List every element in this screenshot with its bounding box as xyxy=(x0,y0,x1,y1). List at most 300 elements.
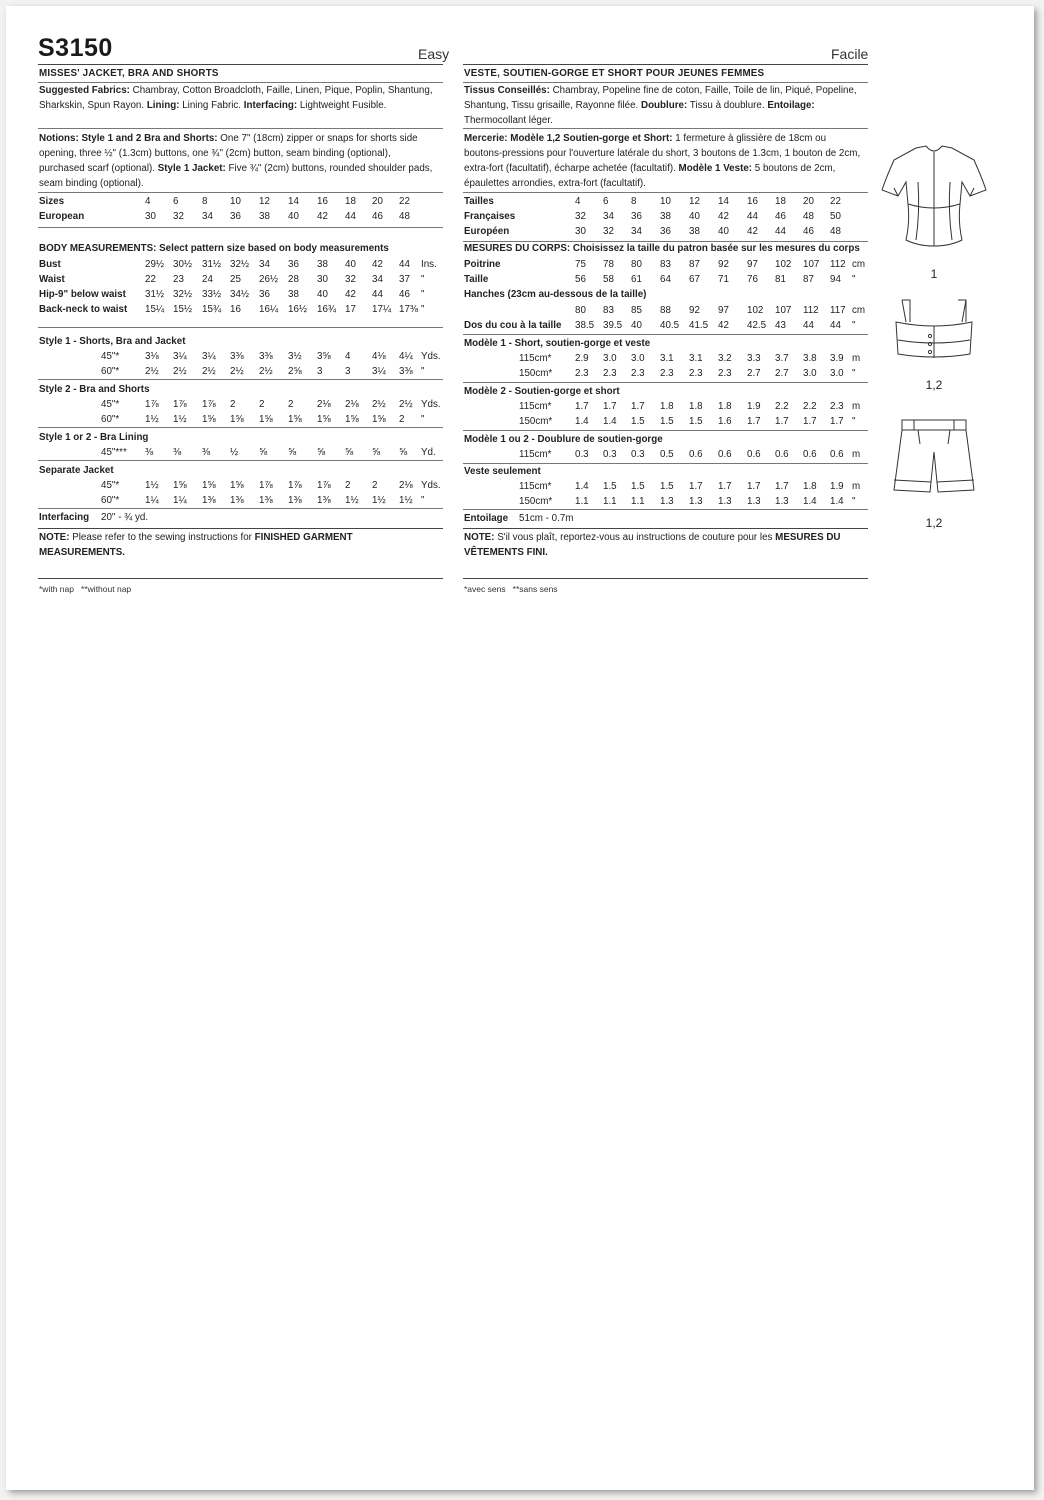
body-measurement-row xyxy=(39,287,444,302)
cell-value: 2.3 xyxy=(575,368,589,379)
row-label: 60"* xyxy=(101,495,120,506)
row-label: Entoilage xyxy=(464,513,509,524)
cell-value: 32 xyxy=(345,274,356,285)
body-measurement-row xyxy=(464,272,869,287)
row-label: Hip-9" below waist xyxy=(39,289,126,300)
cell-value: 17¼ xyxy=(372,304,392,315)
difficulty-level-en: Easy xyxy=(418,46,450,62)
difficulty-level-fr: Facile xyxy=(831,46,869,62)
unit-label: " xyxy=(421,274,425,285)
row-label: Back-neck to waist xyxy=(39,304,128,315)
cell-value: 6 xyxy=(173,196,179,207)
note-label: NOTE: xyxy=(464,532,495,543)
cell-value: 48 xyxy=(830,226,841,237)
row-label: Waist xyxy=(39,274,65,285)
body-measurement-row xyxy=(464,303,869,318)
cell-value: 112 xyxy=(803,305,819,316)
cell-value: 2 xyxy=(259,399,265,410)
cell-value: 2.3 xyxy=(660,368,674,379)
jacket-illustration xyxy=(874,142,994,281)
row-label: Taille xyxy=(464,274,489,285)
cell-value: 3.9 xyxy=(830,353,844,364)
cell-value: 3½ xyxy=(288,351,302,362)
cell-value: 92 xyxy=(689,305,700,316)
row-label: 150cm* xyxy=(519,368,553,379)
lining-heading: Modèle 1 ou 2 - Doublure de soutien-gorge xyxy=(464,434,663,445)
cell-value: 36 xyxy=(288,259,299,270)
cell-value: 40 xyxy=(631,320,642,331)
cell-value: 3.1 xyxy=(689,353,703,364)
cell-value: 17⅜ xyxy=(399,304,419,315)
cell-value: 2 xyxy=(230,399,236,410)
cell-value: 0.6 xyxy=(775,449,789,460)
cell-value: 2.3 xyxy=(603,368,617,379)
cell-value: 117 xyxy=(830,305,846,316)
cell-value: 42 xyxy=(718,320,729,331)
body-measurement-row xyxy=(39,272,444,287)
cell-value: ⅝ xyxy=(345,447,354,458)
cell-value: 48 xyxy=(803,211,814,222)
unit-label: m xyxy=(852,481,861,492)
cell-value: 1⅝ xyxy=(372,414,386,425)
yardage-row xyxy=(464,447,869,462)
cell-value: 15½ xyxy=(173,304,193,315)
cell-value: 32 xyxy=(603,226,614,237)
cell-value: 1½ xyxy=(173,414,187,425)
lining-label: Lining: xyxy=(146,100,180,111)
cell-value: 34 xyxy=(603,211,614,222)
yardage-row xyxy=(39,478,444,493)
french-title: VESTE, SOUTIEN-GORGE ET SHORT POUR JEUNES FEMMES xyxy=(464,68,765,79)
cell-value: 18 xyxy=(345,196,356,207)
cell-value: 10 xyxy=(660,196,671,207)
pattern-envelope-back xyxy=(6,6,1034,1490)
cell-value: 2⅛ xyxy=(399,480,413,491)
cell-value: 1.8 xyxy=(803,481,817,492)
cell-value: 6 xyxy=(603,196,609,207)
cell-value: ⅝ xyxy=(317,447,326,458)
cell-value: 40 xyxy=(288,211,299,222)
row-label: 115cm* xyxy=(519,481,552,492)
row-label: Poitrine xyxy=(464,259,501,270)
cell-value: 3¼ xyxy=(202,351,216,362)
cell-value: 3.0 xyxy=(830,368,844,379)
divider xyxy=(38,192,443,193)
cell-value: 41.5 xyxy=(689,320,709,331)
cell-value: 75 xyxy=(575,259,586,270)
cell-value: 102 xyxy=(747,305,764,316)
european-sizes-row xyxy=(39,209,444,224)
cell-value: 1.7 xyxy=(631,401,645,412)
cell-value: 67 xyxy=(689,274,700,285)
cell-value: 42 xyxy=(747,226,758,237)
unit-label: " xyxy=(421,304,425,315)
cell-value: 2.3 xyxy=(689,368,703,379)
english-title: MISSES' JACKET, BRA AND SHORTS xyxy=(39,68,219,79)
cell-value: 44 xyxy=(399,259,410,270)
cell-value: 1.3 xyxy=(718,496,732,507)
header-rule-fr xyxy=(463,64,868,65)
interfacing-text: Lightweight Fusible. xyxy=(297,100,387,111)
cell-value: 2⅝ xyxy=(288,366,302,377)
unit-label: m xyxy=(852,401,861,412)
divider xyxy=(38,528,443,529)
cell-value: 1.7 xyxy=(718,481,732,492)
cell-value: 1.9 xyxy=(830,481,844,492)
cell-value: 1⅞ xyxy=(202,399,216,410)
unit-label: " xyxy=(421,289,425,300)
jacket-notions-text: Five ¾" (2cm) buttons, rounded shoulder pads, seam binding (optional). xyxy=(39,163,433,189)
cell-value: 34 xyxy=(202,211,213,222)
row-label: Bust xyxy=(39,259,61,270)
sizes-row xyxy=(464,194,869,209)
french-note xyxy=(464,530,864,560)
cell-value: 1½ xyxy=(145,480,159,491)
row-label: 45"* xyxy=(101,399,120,410)
style2-heading: Style 2 - Bra and Shorts xyxy=(39,384,150,395)
cell-value: 3⅜ xyxy=(399,366,413,377)
cell-value: 20 xyxy=(372,196,383,207)
cell-value: 88 xyxy=(660,305,671,316)
cell-value: 1.4 xyxy=(803,496,817,507)
header-rule-en xyxy=(38,64,443,65)
style1-heading: Style 1 - Shorts, Bra and Jacket xyxy=(39,336,186,347)
cell-value: 43 xyxy=(775,320,786,331)
fabrics-text: Chambray, Cotton Broadcloth, Faille, Linen, Pique, Poplin, Shantung, Sharkskin, Spun Rayon. xyxy=(39,85,433,111)
divider xyxy=(38,128,443,129)
cell-value: 1.9 xyxy=(747,401,761,412)
cell-value: 2.3 xyxy=(830,401,844,412)
cell-value: 2½ xyxy=(173,366,187,377)
cell-value: 33½ xyxy=(202,289,222,300)
cell-value: 36 xyxy=(230,211,241,222)
notions-label: Notions: Style 1 and 2 Bra and Shorts: xyxy=(39,133,218,144)
row-label: 115cm* xyxy=(519,401,552,412)
cell-value: 1⅜ xyxy=(230,495,244,506)
cell-value: 1.7 xyxy=(775,416,789,427)
yardage-row xyxy=(39,445,444,460)
cell-value: 1.4 xyxy=(575,416,589,427)
jacket-caption: 1 xyxy=(930,267,938,281)
cell-value: 1⅝ xyxy=(202,480,216,491)
cell-value: 2⅛ xyxy=(345,399,359,410)
style2-heading: Modèle 2 - Soutien-gorge et short xyxy=(464,386,620,397)
unit-label: " xyxy=(852,274,856,285)
cell-value: 20 xyxy=(803,196,814,207)
cell-value: 76 xyxy=(747,274,758,285)
cell-value: 16 xyxy=(747,196,758,207)
cell-value: 87 xyxy=(689,259,700,270)
cell-value: 1.8 xyxy=(689,401,703,412)
row-label: 150cm* xyxy=(519,416,553,427)
cell-value: 3⅝ xyxy=(317,351,331,362)
row-label: 45"*** xyxy=(101,447,127,458)
cell-value: 2 xyxy=(372,480,378,491)
jacket-notions-text: 5 boutons de 2cm, épaulettes arrondies, extra-fort (facultatif). xyxy=(464,163,836,189)
row-label: 60"* xyxy=(101,414,120,425)
cell-value: 29½ xyxy=(145,259,165,270)
cell-value: 15¼ xyxy=(145,304,165,315)
cell-value: 16 xyxy=(230,304,241,315)
cell-value: 3⅜ xyxy=(230,351,244,362)
unit-label: m xyxy=(852,353,861,364)
cell-value: 42 xyxy=(345,289,356,300)
cell-value: 40 xyxy=(718,226,729,237)
cell-value: 1.5 xyxy=(689,416,703,427)
cell-value: 1.3 xyxy=(689,496,703,507)
divider xyxy=(463,509,868,510)
divider xyxy=(38,460,443,461)
divider xyxy=(38,327,443,328)
cell-value: 85 xyxy=(631,305,642,316)
cell-value: 36 xyxy=(631,211,642,222)
unit-label: " xyxy=(421,366,425,377)
cell-value: 112 xyxy=(830,259,846,270)
cell-value: 42 xyxy=(317,211,328,222)
cell-value: 0.3 xyxy=(575,449,589,460)
cell-value: 16¾ xyxy=(317,304,337,315)
cell-value: 1⅝ xyxy=(345,414,359,425)
cell-value: 2.2 xyxy=(775,401,789,412)
cell-value: 1.7 xyxy=(747,481,761,492)
cell-value: 42 xyxy=(718,211,729,222)
cell-value: 1½ xyxy=(345,495,359,506)
cell-value: 64 xyxy=(660,274,671,285)
cell-value: 32 xyxy=(173,211,184,222)
cell-value: 38 xyxy=(288,289,299,300)
row-label: Françaises xyxy=(464,211,516,222)
cell-value: 56 xyxy=(575,274,586,285)
row-label: 45"* xyxy=(101,480,120,491)
interfacing-text: Thermocollant léger. xyxy=(464,115,553,126)
unit-label: " xyxy=(852,368,856,379)
cell-value: 1.5 xyxy=(631,481,645,492)
cell-value: 1⅝ xyxy=(202,414,216,425)
fabrics-text: Chambray, Popeline fine de coton, Faille, Toile de lin, Piqué, Popeline, Shantung, Tissu grisaille, Rayonne filée. xyxy=(464,85,857,111)
cell-value: 0.6 xyxy=(689,449,703,460)
cell-value: 37 xyxy=(399,274,410,285)
cell-value: 1¼ xyxy=(145,495,159,506)
cell-value: 34 xyxy=(631,226,642,237)
mercerie xyxy=(464,131,864,191)
cell-value: 14 xyxy=(288,196,299,207)
unit-label: " xyxy=(852,416,856,427)
cell-value: ⅝ xyxy=(259,447,268,458)
yardage-row xyxy=(39,412,444,427)
cell-value: 1.4 xyxy=(575,481,589,492)
cell-value: 46 xyxy=(775,211,786,222)
cell-value: 83 xyxy=(603,305,614,316)
cell-value: 102 xyxy=(775,259,792,270)
cell-value: 2.3 xyxy=(718,368,732,379)
cell-value: 97 xyxy=(747,259,758,270)
cell-value: ⅜ xyxy=(145,447,154,458)
cell-value: 1.5 xyxy=(660,481,674,492)
english-footnote: *with nap **without nap xyxy=(39,584,132,594)
cell-value: 1.4 xyxy=(603,416,617,427)
unit-label: " xyxy=(852,320,856,331)
cell-value: 3.3 xyxy=(747,353,761,364)
suggested-fabrics xyxy=(39,83,439,113)
note-text: S'il vous plaît, reportez-vous au instructions de couture pour les xyxy=(494,532,776,543)
fabrics-label: Tissus Conseillés: xyxy=(464,85,550,96)
cell-value: 0.3 xyxy=(631,449,645,460)
cell-value: 1.8 xyxy=(718,401,732,412)
note-bold: FINISHED GARMENT MEASUREMENTS. xyxy=(39,532,353,558)
cell-value: 3.7 xyxy=(775,353,789,364)
separate-jacket-heading: Separate Jacket xyxy=(39,465,114,476)
cell-value: 8 xyxy=(202,196,208,207)
cell-value: 44 xyxy=(372,289,383,300)
cell-value: 42.5 xyxy=(747,320,767,331)
row-label: Interfacing xyxy=(39,512,90,523)
cell-value: 12 xyxy=(259,196,270,207)
cell-value: 1.4 xyxy=(830,496,844,507)
cell-value: 81 xyxy=(775,274,786,285)
cell-value: 0.6 xyxy=(747,449,761,460)
interfacing-label: Interfacing: xyxy=(243,100,298,111)
unit-label: " xyxy=(852,496,856,507)
cell-value: 3⅜ xyxy=(259,351,273,362)
shorts-caption: 1,2 xyxy=(925,516,943,530)
yardage-row xyxy=(39,349,444,364)
lining-label: Doublure: xyxy=(641,100,688,111)
cell-value: 36 xyxy=(259,289,270,300)
cell-value: 50 xyxy=(830,211,841,222)
divider xyxy=(463,334,868,335)
body-measurement-row xyxy=(464,318,869,333)
yardage-row xyxy=(464,414,869,429)
cell-value: 40.5 xyxy=(660,320,680,331)
row-label: European xyxy=(39,211,85,222)
cell-value: 14 xyxy=(718,196,729,207)
cell-value: 0.6 xyxy=(718,449,732,460)
cell-value: ⅝ xyxy=(288,447,297,458)
cell-value: 2 xyxy=(288,399,294,410)
cell-value: 4 xyxy=(345,351,351,362)
note-text: Please refer to the sewing instructions for xyxy=(69,532,255,543)
cell-value: 4⅛ xyxy=(372,351,386,362)
cell-value: 3 xyxy=(317,366,323,377)
cell-value: 44 xyxy=(803,320,814,331)
row-label: 45"* xyxy=(101,351,120,362)
cell-value: 18 xyxy=(775,196,786,207)
cell-value: 10 xyxy=(230,196,241,207)
note-bold: MESURES DU VÊTEMENTS FINI. xyxy=(464,532,841,558)
notions-label: Mercerie: Modèle 1,2 Soutien-gorge et Short: xyxy=(464,133,673,144)
cell-value: 3⅛ xyxy=(145,351,159,362)
cell-value: 1¼ xyxy=(173,495,187,506)
unit-label: Yds. xyxy=(421,351,441,362)
cell-value: 23 xyxy=(173,274,184,285)
sizes-row xyxy=(39,194,444,209)
cell-value: 46 xyxy=(399,289,410,300)
cell-value: 1.1 xyxy=(603,496,617,507)
note-label: NOTE: xyxy=(39,532,70,543)
shorts-icon xyxy=(874,416,994,506)
cell-value: 2½ xyxy=(145,366,159,377)
cell-value: 30 xyxy=(145,211,156,222)
divider xyxy=(38,379,443,380)
cell-value: 38.5 xyxy=(575,320,595,331)
row-label: Tailles xyxy=(464,196,494,207)
cell-value: 1½ xyxy=(372,495,386,506)
cell-value: 2.7 xyxy=(775,368,789,379)
cell-value: 1.3 xyxy=(747,496,761,507)
cell-value: 3 xyxy=(345,366,351,377)
cell-value: 22 xyxy=(145,274,156,285)
cell-value: 1.7 xyxy=(603,401,617,412)
cell-value: 1.5 xyxy=(631,416,645,427)
cell-value: 46 xyxy=(803,226,814,237)
bra-caption: 1,2 xyxy=(925,378,943,392)
cell-value: ⅜ xyxy=(202,447,211,458)
divider xyxy=(463,578,868,579)
style1-heading: Modèle 1 - Short, soutien-gorge et veste xyxy=(464,338,651,349)
cell-value: 1⅞ xyxy=(317,480,331,491)
cell-value: 24 xyxy=(202,274,213,285)
european-sizes-row xyxy=(464,224,869,239)
cell-value: 1⅞ xyxy=(259,480,273,491)
cell-value: 16¼ xyxy=(259,304,279,315)
cell-value: 30½ xyxy=(173,259,193,270)
cell-value: 0.3 xyxy=(603,449,617,460)
shorts-illustration xyxy=(874,416,994,530)
cell-value: 1½ xyxy=(145,414,159,425)
cell-value: 92 xyxy=(718,259,729,270)
cell-value: ⅝ xyxy=(372,447,381,458)
fabrics-label: Suggested Fabrics: xyxy=(39,85,130,96)
row-label: Européen xyxy=(464,226,510,237)
row-label: Dos du cou à la taille xyxy=(464,320,562,331)
cell-value: 3¼ xyxy=(173,351,187,362)
cell-value: 78 xyxy=(603,259,614,270)
lining-text: Lining Fabric. xyxy=(179,100,244,111)
cell-value: 28 xyxy=(288,274,299,285)
cell-value: 1.5 xyxy=(603,481,617,492)
unit-label: " xyxy=(421,495,425,506)
cell-value: 40 xyxy=(689,211,700,222)
notions-text: One 7" (18cm) zipper or snaps for shorts side opening, three ½" (1.3cm) buttons, one ¾" (2cm) button, seam binding (optional), purchased scarf (optional). xyxy=(39,133,418,174)
unit-label: Ins. xyxy=(421,259,437,270)
cell-value: 3.8 xyxy=(803,353,817,364)
cell-value: 1.7 xyxy=(775,481,789,492)
divider xyxy=(38,578,443,579)
cell-value: 1⅜ xyxy=(202,495,216,506)
cell-value: 1⅞ xyxy=(173,399,187,410)
yardage-row xyxy=(39,397,444,412)
cell-value: 39.5 xyxy=(603,320,623,331)
cell-value: ½ xyxy=(230,447,239,458)
interfacing-label: Entoilage: xyxy=(767,100,815,111)
cell-value: 2 xyxy=(345,480,351,491)
row-label: 150cm* xyxy=(519,496,553,507)
unit-label: cm xyxy=(852,259,866,270)
unit-label: cm xyxy=(852,305,866,316)
hips-label: Hanches (23cm au-dessous de la taille) xyxy=(464,289,647,300)
cell-value: 44 xyxy=(775,226,786,237)
row-label: 115cm* xyxy=(519,449,552,460)
cell-value: 4 xyxy=(145,196,151,207)
cell-value: 3.0 xyxy=(603,353,617,364)
cell-value: 71 xyxy=(718,274,729,285)
pattern-code: S3150 xyxy=(38,34,113,62)
body-measurement-row xyxy=(39,302,444,317)
cell-value: 2.9 xyxy=(575,353,589,364)
cell-value: 42 xyxy=(372,259,383,270)
cell-value: 1⅝ xyxy=(259,414,273,425)
cell-value: 40 xyxy=(317,289,328,300)
